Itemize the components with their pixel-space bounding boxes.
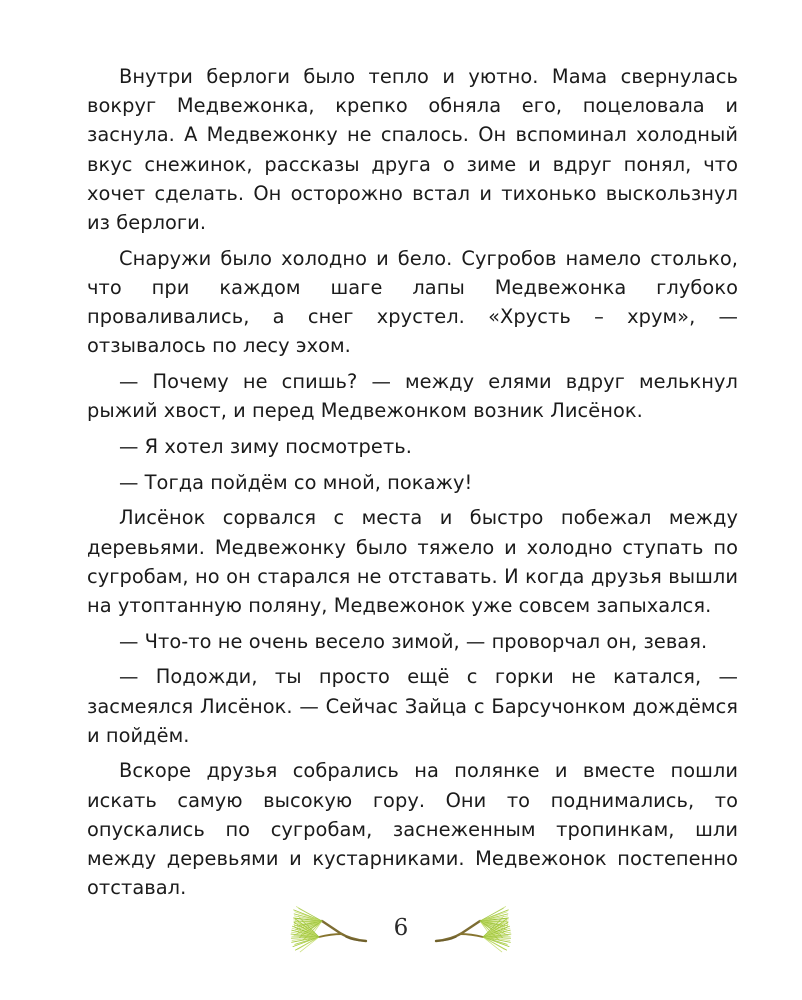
paragraph-dialogue: — Тогда пойдём со мной, покажу!	[119, 470, 473, 494]
page-number: 6	[393, 914, 409, 941]
paragraph-dialogue: — Подожди, ты просто ещё с горки не катался, — засмеялся Лисёнок. — Сейчас Зайца с Барсучонком дождёмся и пойдём.	[87, 665, 738, 747]
paragraph-dialogue: — Я хотел зиму посмотреть.	[119, 434, 412, 458]
paragraph: Лисёнок сорвался с места и быстро побежал между деревьями. Медвежонку было тяжело и холодно ступать по сугробам, но он старался не отставать. И когда друзья вышли на утоптанную поляну, Медвежонок уже совсем запыхался.	[87, 506, 738, 617]
paragraph: Вскоре друзья собрались на полянке и вместе пошли искать самую высокую гору. Они то поднимались, то опускались по сугробам, заснеженным тропинкам, шли между деревьями и кустарниками. Медвежонок постепенно отставал.	[87, 759, 738, 900]
paragraph-dialogue: — Что-то не очень весело зимой, — проворчал он, зевая.	[119, 629, 708, 653]
pine-branch-left-icon	[272, 899, 368, 959]
paragraph-dialogue: — Почему не спишь? — между елями вдруг мелькнул рыжий хвост, и перед Медвежонком возник Лисёнок.	[87, 370, 738, 423]
page-footer	[0, 893, 802, 965]
page-text-body	[87, 62, 738, 902]
paragraph: Снаружи было холодно и бело. Сугробов намело столько, что при каждом шаге лапы Медвежонка глубоко проваливались, а снег хрустел. «Хрусть – хрум», — отзывалось по лесу эхом.	[87, 246, 738, 358]
paragraph: Внутри берлоги было тепло и уютно. Мама свернулась вокруг Медвежонка, крепко обняла его, поцеловала и заснула. А Медвежонку не спалось. Он вспоминал холодный вкус снежинок, рассказы друга о зиме и вдруг понял, что хочет сделать. Он осторожно встал и тихонько выскользнул из берлоги.	[87, 65, 738, 235]
pine-branch-right-icon	[434, 899, 530, 959]
